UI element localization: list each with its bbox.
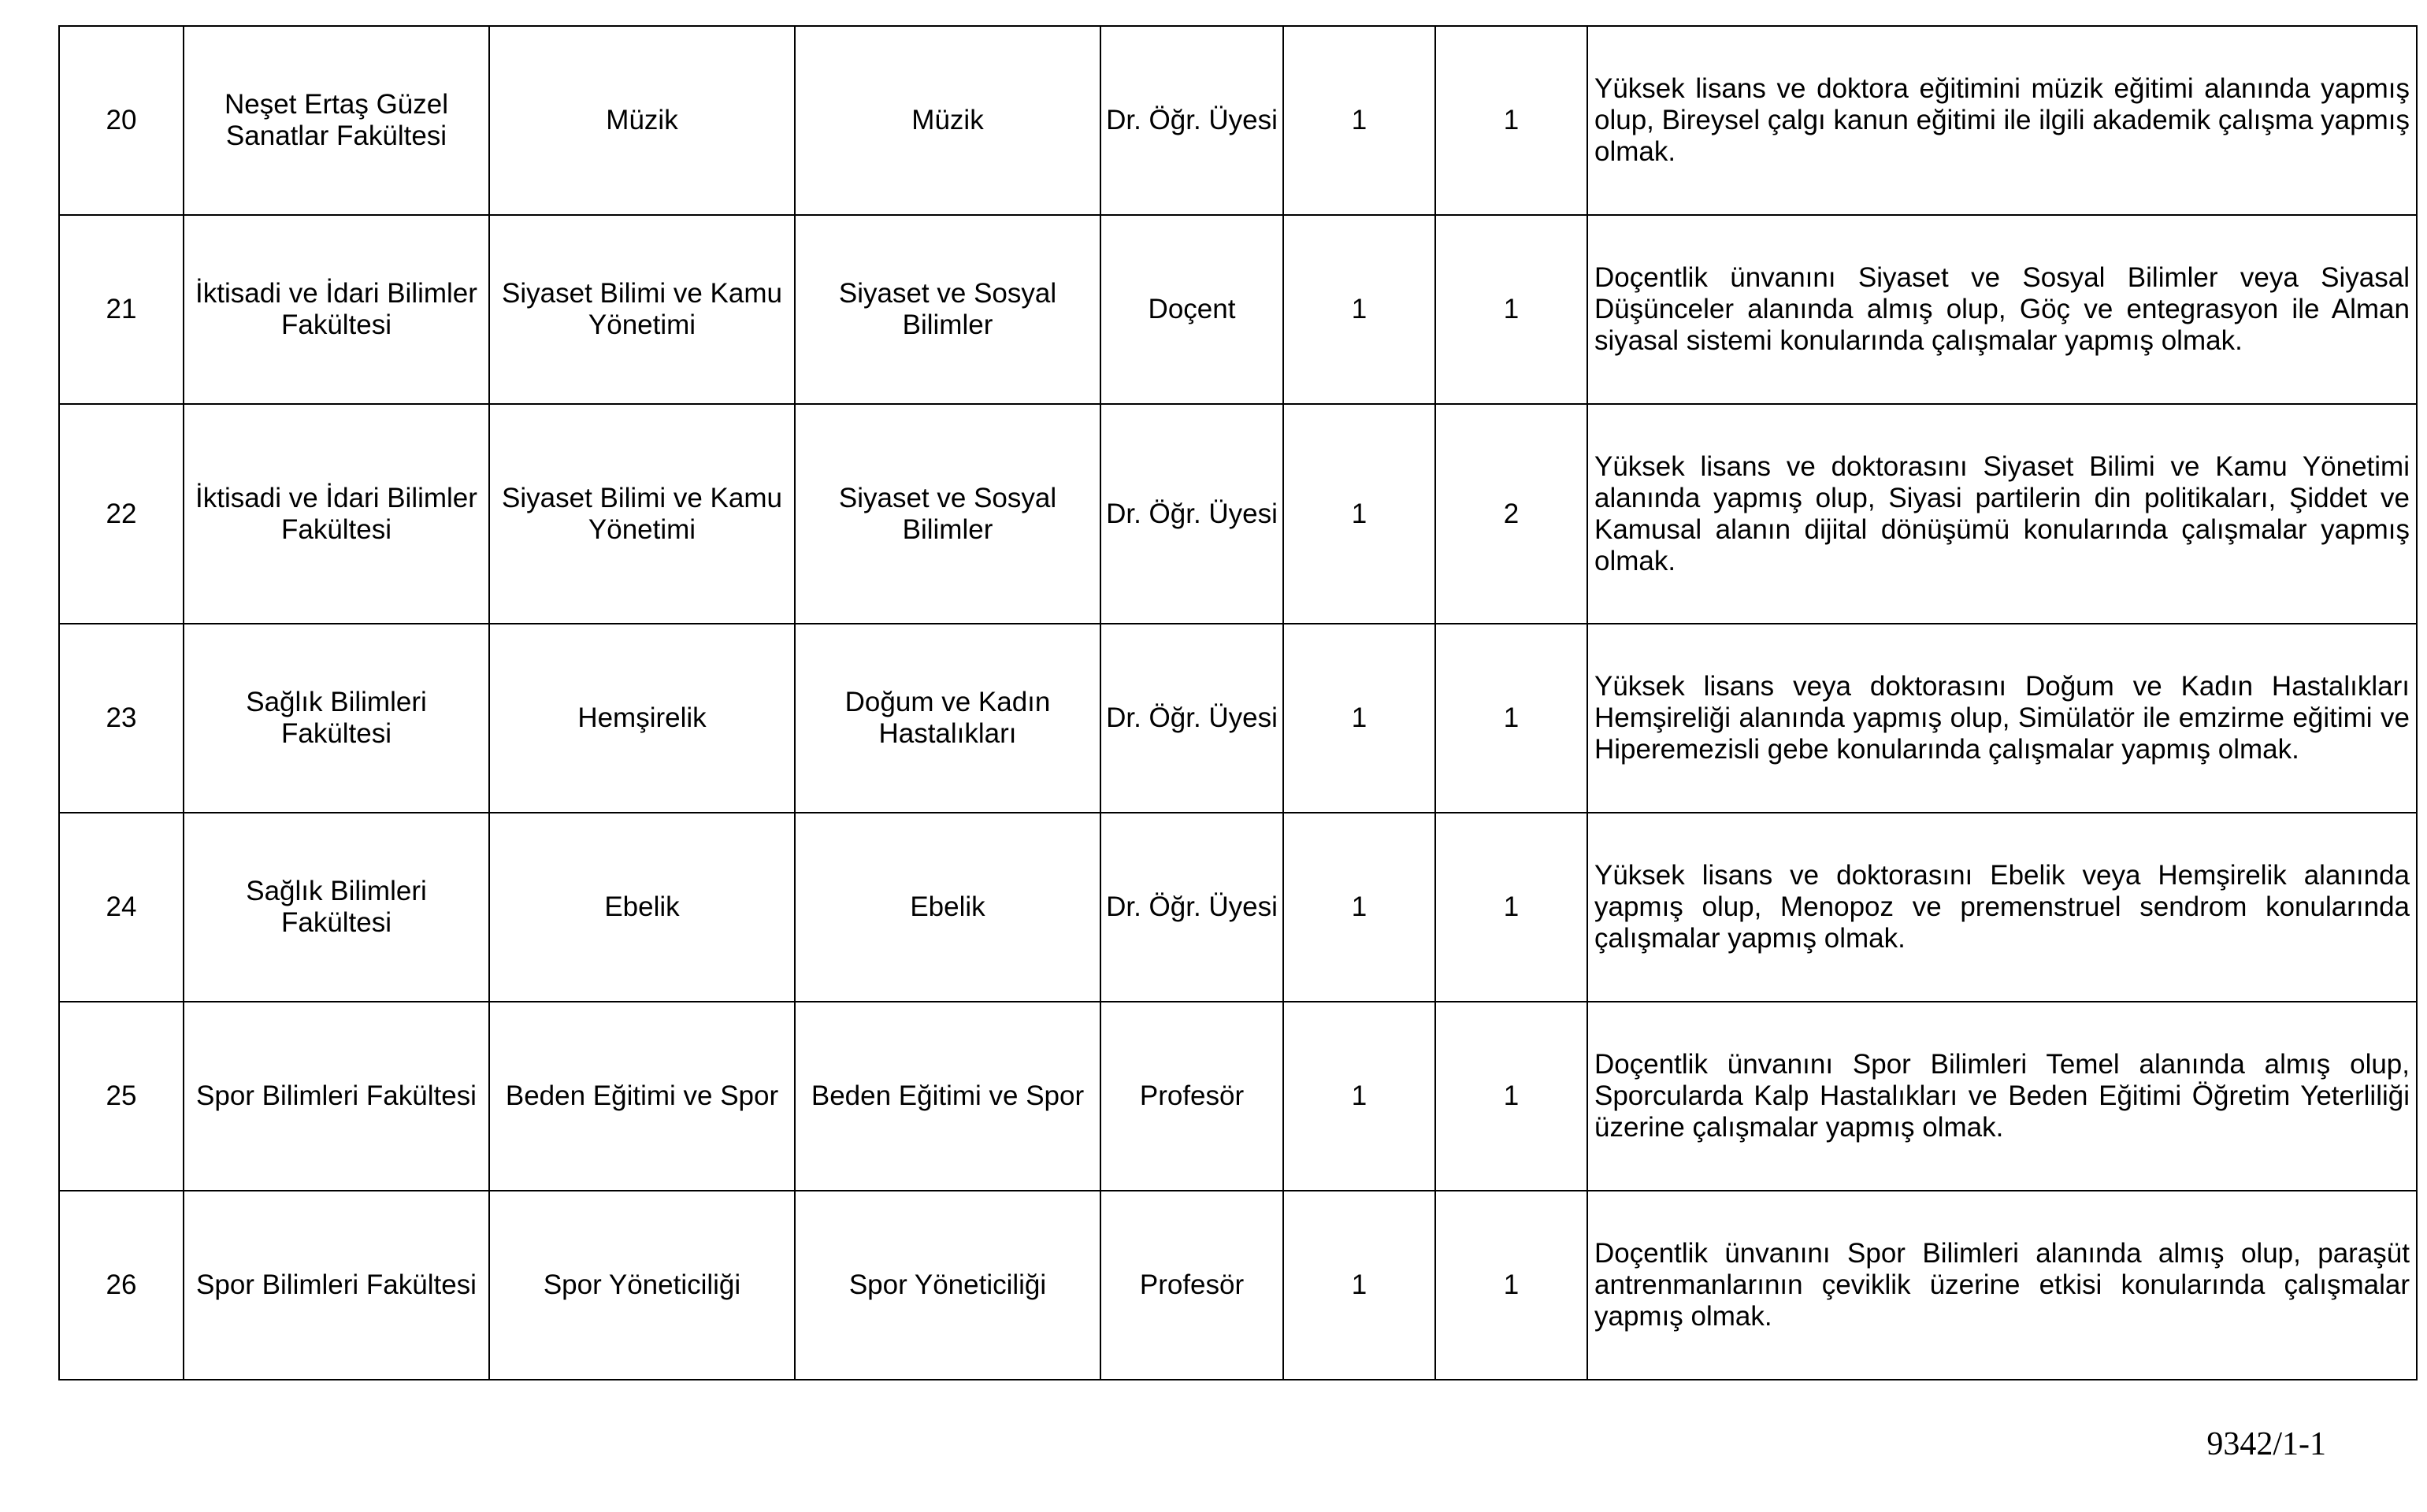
count-cell: 1: [1283, 26, 1435, 215]
count-cell: 2: [1435, 404, 1587, 624]
table-row: [59, 26, 2417, 215]
row-number: 26: [59, 1191, 184, 1380]
count-cell: 1: [1435, 1191, 1587, 1380]
positions-table: [58, 25, 2418, 1380]
table-row: [59, 1002, 2417, 1191]
program-cell: Siyaset ve Sosyal Bilimler: [795, 215, 1100, 404]
requirement-cell: Yüksek lisans ve doktora eğitimini müzik eğitimi alanında yapmış olup, Bireysel çalgı kanun eğitimi ile ilgili akademik çalışma yapmış olmak.: [1587, 26, 2417, 215]
faculty-cell: Sağlık Bilimleri Fakültesi: [184, 624, 489, 813]
table-row: [59, 1191, 2417, 1380]
count-cell: 1: [1283, 1191, 1435, 1380]
count-cell: 1: [1283, 624, 1435, 813]
faculty-cell: İktisadi ve İdari Bilimler Fakültesi: [184, 404, 489, 624]
title-cell: Dr. Öğr. Üyesi: [1100, 813, 1283, 1002]
department-cell: Siyaset Bilimi ve Kamu Yönetimi: [489, 404, 795, 624]
table-row: [59, 624, 2417, 813]
program-cell: Müzik: [795, 26, 1100, 215]
faculty-cell: Spor Bilimleri Fakültesi: [184, 1191, 489, 1380]
program-cell: Doğum ve Kadın Hastalıkları: [795, 624, 1100, 813]
department-cell: Ebelik: [489, 813, 795, 1002]
row-number: 20: [59, 26, 184, 215]
program-cell: Spor Yöneticiliği: [795, 1191, 1100, 1380]
department-cell: Müzik: [489, 26, 795, 215]
title-cell: Doçent: [1100, 215, 1283, 404]
count-cell: 1: [1283, 1002, 1435, 1191]
requirement-cell: Doçentlik ünvanını Spor Bilimleri alanında almış olup, paraşüt antrenmanlarının çeviklik üzerine etkisi konularında çalışmalar yapmış olmak.: [1587, 1191, 2417, 1380]
department-cell: Beden Eğitimi ve Spor: [489, 1002, 795, 1191]
page-number: 9342/1-1: [2206, 1426, 2326, 1462]
requirement-cell: Yüksek lisans veya doktorasını Doğum ve Kadın Hastalıkları Hemşireliği alanında yapmış olup, Simülatör ile emzirme eğitimi ve Hiperemezisli gebe konularında çalışmalar yapmış olmak.: [1587, 624, 2417, 813]
title-cell: Dr. Öğr. Üyesi: [1100, 404, 1283, 624]
program-cell: Beden Eğitimi ve Spor: [795, 1002, 1100, 1191]
count-cell: 1: [1283, 813, 1435, 1002]
count-cell: 1: [1283, 404, 1435, 624]
faculty-cell: Sağlık Bilimleri Fakültesi: [184, 813, 489, 1002]
program-cell: Ebelik: [795, 813, 1100, 1002]
program-cell: Siyaset ve Sosyal Bilimler: [795, 404, 1100, 624]
count-cell: 1: [1283, 215, 1435, 404]
row-number: 23: [59, 624, 184, 813]
department-cell: Hemşirelik: [489, 624, 795, 813]
row-number: 25: [59, 1002, 184, 1191]
department-cell: Siyaset Bilimi ve Kamu Yönetimi: [489, 215, 795, 404]
row-number: 22: [59, 404, 184, 624]
requirement-cell: Doçentlik ünvanını Spor Bilimleri Temel alanında almış olup, Sporcularda Kalp Hastalıkları ve Beden Eğitimi Öğretim Yeterliliği üzerine çalışmalar yapmış olmak.: [1587, 1002, 2417, 1191]
row-number: 21: [59, 215, 184, 404]
count-cell: 1: [1435, 1002, 1587, 1191]
count-cell: 1: [1435, 215, 1587, 404]
faculty-cell: Spor Bilimleri Fakültesi: [184, 1002, 489, 1191]
count-cell: 1: [1435, 813, 1587, 1002]
row-number: 24: [59, 813, 184, 1002]
faculty-cell: İktisadi ve İdari Bilimler Fakültesi: [184, 215, 489, 404]
title-cell: Profesör: [1100, 1002, 1283, 1191]
title-cell: Dr. Öğr. Üyesi: [1100, 624, 1283, 813]
table-row: [59, 215, 2417, 404]
requirement-cell: Doçentlik ünvanını Siyaset ve Sosyal Bilimler veya Siyasal Düşünceler alanında almış olup, Göç ve entegrasyon ile Alman siyasal sistemi konularında çalışmalar yapmış olmak.: [1587, 215, 2417, 404]
requirement-cell: Yüksek lisans ve doktorasını Siyaset Bilimi ve Kamu Yönetimi alanında yapmış olup, Siyasi partilerin din politikaları, Şiddet ve Kamusal alanın dijital dönüşümü konularında çalışmalar yapmış olmak.: [1587, 404, 2417, 624]
faculty-cell: Neşet Ertaş Güzel Sanatlar Fakültesi: [184, 26, 489, 215]
requirement-cell: Yüksek lisans ve doktorasını Ebelik veya Hemşirelik alanında yapmış olup, Menopoz ve premenstruel sendrom konularında çalışmalar yapmış olmak.: [1587, 813, 2417, 1002]
department-cell: Spor Yöneticiliği: [489, 1191, 795, 1380]
title-cell: Dr. Öğr. Üyesi: [1100, 26, 1283, 215]
count-cell: 1: [1435, 624, 1587, 813]
count-cell: 1: [1435, 26, 1587, 215]
table-row: [59, 404, 2417, 624]
title-cell: Profesör: [1100, 1191, 1283, 1380]
table-row: [59, 813, 2417, 1002]
